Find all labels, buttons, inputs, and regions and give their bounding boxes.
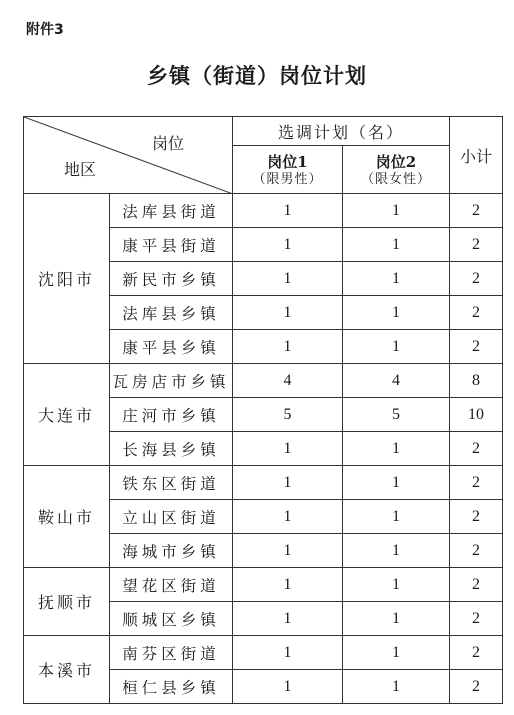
- subtotal-count: 10: [450, 398, 503, 432]
- table-row: [24, 194, 503, 228]
- header-post1-cell: [233, 146, 343, 194]
- region-name: 鞍山市: [24, 466, 110, 568]
- post2-count: 1: [343, 534, 450, 568]
- town-name: 望花区街道: [110, 568, 233, 602]
- post2-count: 1: [343, 636, 450, 670]
- attachment-label: 附件3: [26, 22, 64, 38]
- header-row-1: [24, 117, 503, 146]
- post2-count: 1: [343, 602, 450, 636]
- town-name: 南芬区街道: [110, 636, 233, 670]
- post2-count: 1: [343, 228, 450, 262]
- post1-count: 1: [233, 330, 343, 364]
- header-area: 地区: [64, 160, 97, 179]
- post1-count: 1: [233, 262, 343, 296]
- post2-count: 1: [343, 670, 450, 704]
- subtotal-count: 2: [450, 432, 503, 466]
- post1-count: 1: [233, 500, 343, 534]
- town-name: 瓦房店市乡镇: [110, 364, 233, 398]
- table-row: [24, 364, 503, 398]
- header-post1-note: （限男性）: [252, 171, 323, 187]
- town-name: 桓仁县乡镇: [110, 670, 233, 704]
- subtotal-count: 8: [450, 364, 503, 398]
- region-name: 本溪市: [24, 636, 110, 704]
- post2-count: 4: [343, 364, 450, 398]
- subtotal-count: 2: [450, 602, 503, 636]
- post2-count: 1: [343, 568, 450, 602]
- post2-count: 1: [343, 194, 450, 228]
- header-post1: 岗位1: [267, 152, 308, 171]
- region-name: 大连市: [24, 364, 110, 466]
- table-row: [24, 636, 503, 670]
- post1-count: 1: [233, 636, 343, 670]
- post1-count: 1: [233, 568, 343, 602]
- header-subtotal: 小计: [450, 117, 503, 194]
- post1-count: 1: [233, 296, 343, 330]
- post2-count: 5: [343, 398, 450, 432]
- subtotal-count: 2: [450, 296, 503, 330]
- subtotal-count: 2: [450, 194, 503, 228]
- post1-count: 1: [233, 432, 343, 466]
- post2-count: 1: [343, 296, 450, 330]
- document-title: 乡镇（街道）岗位计划: [147, 64, 367, 88]
- position-plan-table: [23, 116, 503, 704]
- diagonal-header-cell: [24, 117, 233, 194]
- region-name: 沈阳市: [24, 194, 110, 364]
- post2-count: 1: [343, 466, 450, 500]
- town-name: 法库县乡镇: [110, 296, 233, 330]
- header-plan: 选调计划（名）: [233, 117, 450, 146]
- subtotal-count: 2: [450, 670, 503, 704]
- post1-count: 1: [233, 602, 343, 636]
- subtotal-count: 2: [450, 330, 503, 364]
- post1-count: 1: [233, 670, 343, 704]
- post1-count: 1: [233, 466, 343, 500]
- post2-count: 1: [343, 330, 450, 364]
- region-name: 抚顺市: [24, 568, 110, 636]
- header-post2: 岗位2: [375, 152, 417, 171]
- post1-count: 4: [233, 364, 343, 398]
- subtotal-count: 2: [450, 534, 503, 568]
- town-name: 长海县乡镇: [110, 432, 233, 466]
- table-body: [24, 117, 503, 704]
- town-name: 法库县街道: [110, 194, 233, 228]
- post1-count: 1: [233, 534, 343, 568]
- subtotal-count: 2: [450, 568, 503, 602]
- diagonal-line: [24, 117, 233, 194]
- subtotal-count: 2: [450, 228, 503, 262]
- post2-count: 1: [343, 500, 450, 534]
- town-name: 康平县街道: [110, 228, 233, 262]
- post1-count: 1: [233, 228, 343, 262]
- header-position: 岗位: [152, 134, 185, 153]
- post1-count: 1: [233, 194, 343, 228]
- subtotal-count: 2: [450, 636, 503, 670]
- subtotal-count: 2: [450, 500, 503, 534]
- table-row: [24, 466, 503, 500]
- header-post2-cell: [343, 146, 450, 194]
- header-post2-note: （限女性）: [360, 171, 431, 187]
- town-name: 立山区街道: [110, 500, 233, 534]
- town-name: 顺城区乡镇: [110, 602, 233, 636]
- post1-count: 5: [233, 398, 343, 432]
- subtotal-count: 2: [450, 466, 503, 500]
- town-name: 海城市乡镇: [110, 534, 233, 568]
- subtotal-count: 2: [450, 262, 503, 296]
- town-name: 康平县乡镇: [110, 330, 233, 364]
- table-row: [24, 568, 503, 602]
- town-name: 铁东区街道: [110, 466, 233, 500]
- town-name: 庄河市乡镇: [110, 398, 233, 432]
- post2-count: 1: [343, 262, 450, 296]
- town-name: 新民市乡镇: [110, 262, 233, 296]
- post2-count: 1: [343, 432, 450, 466]
